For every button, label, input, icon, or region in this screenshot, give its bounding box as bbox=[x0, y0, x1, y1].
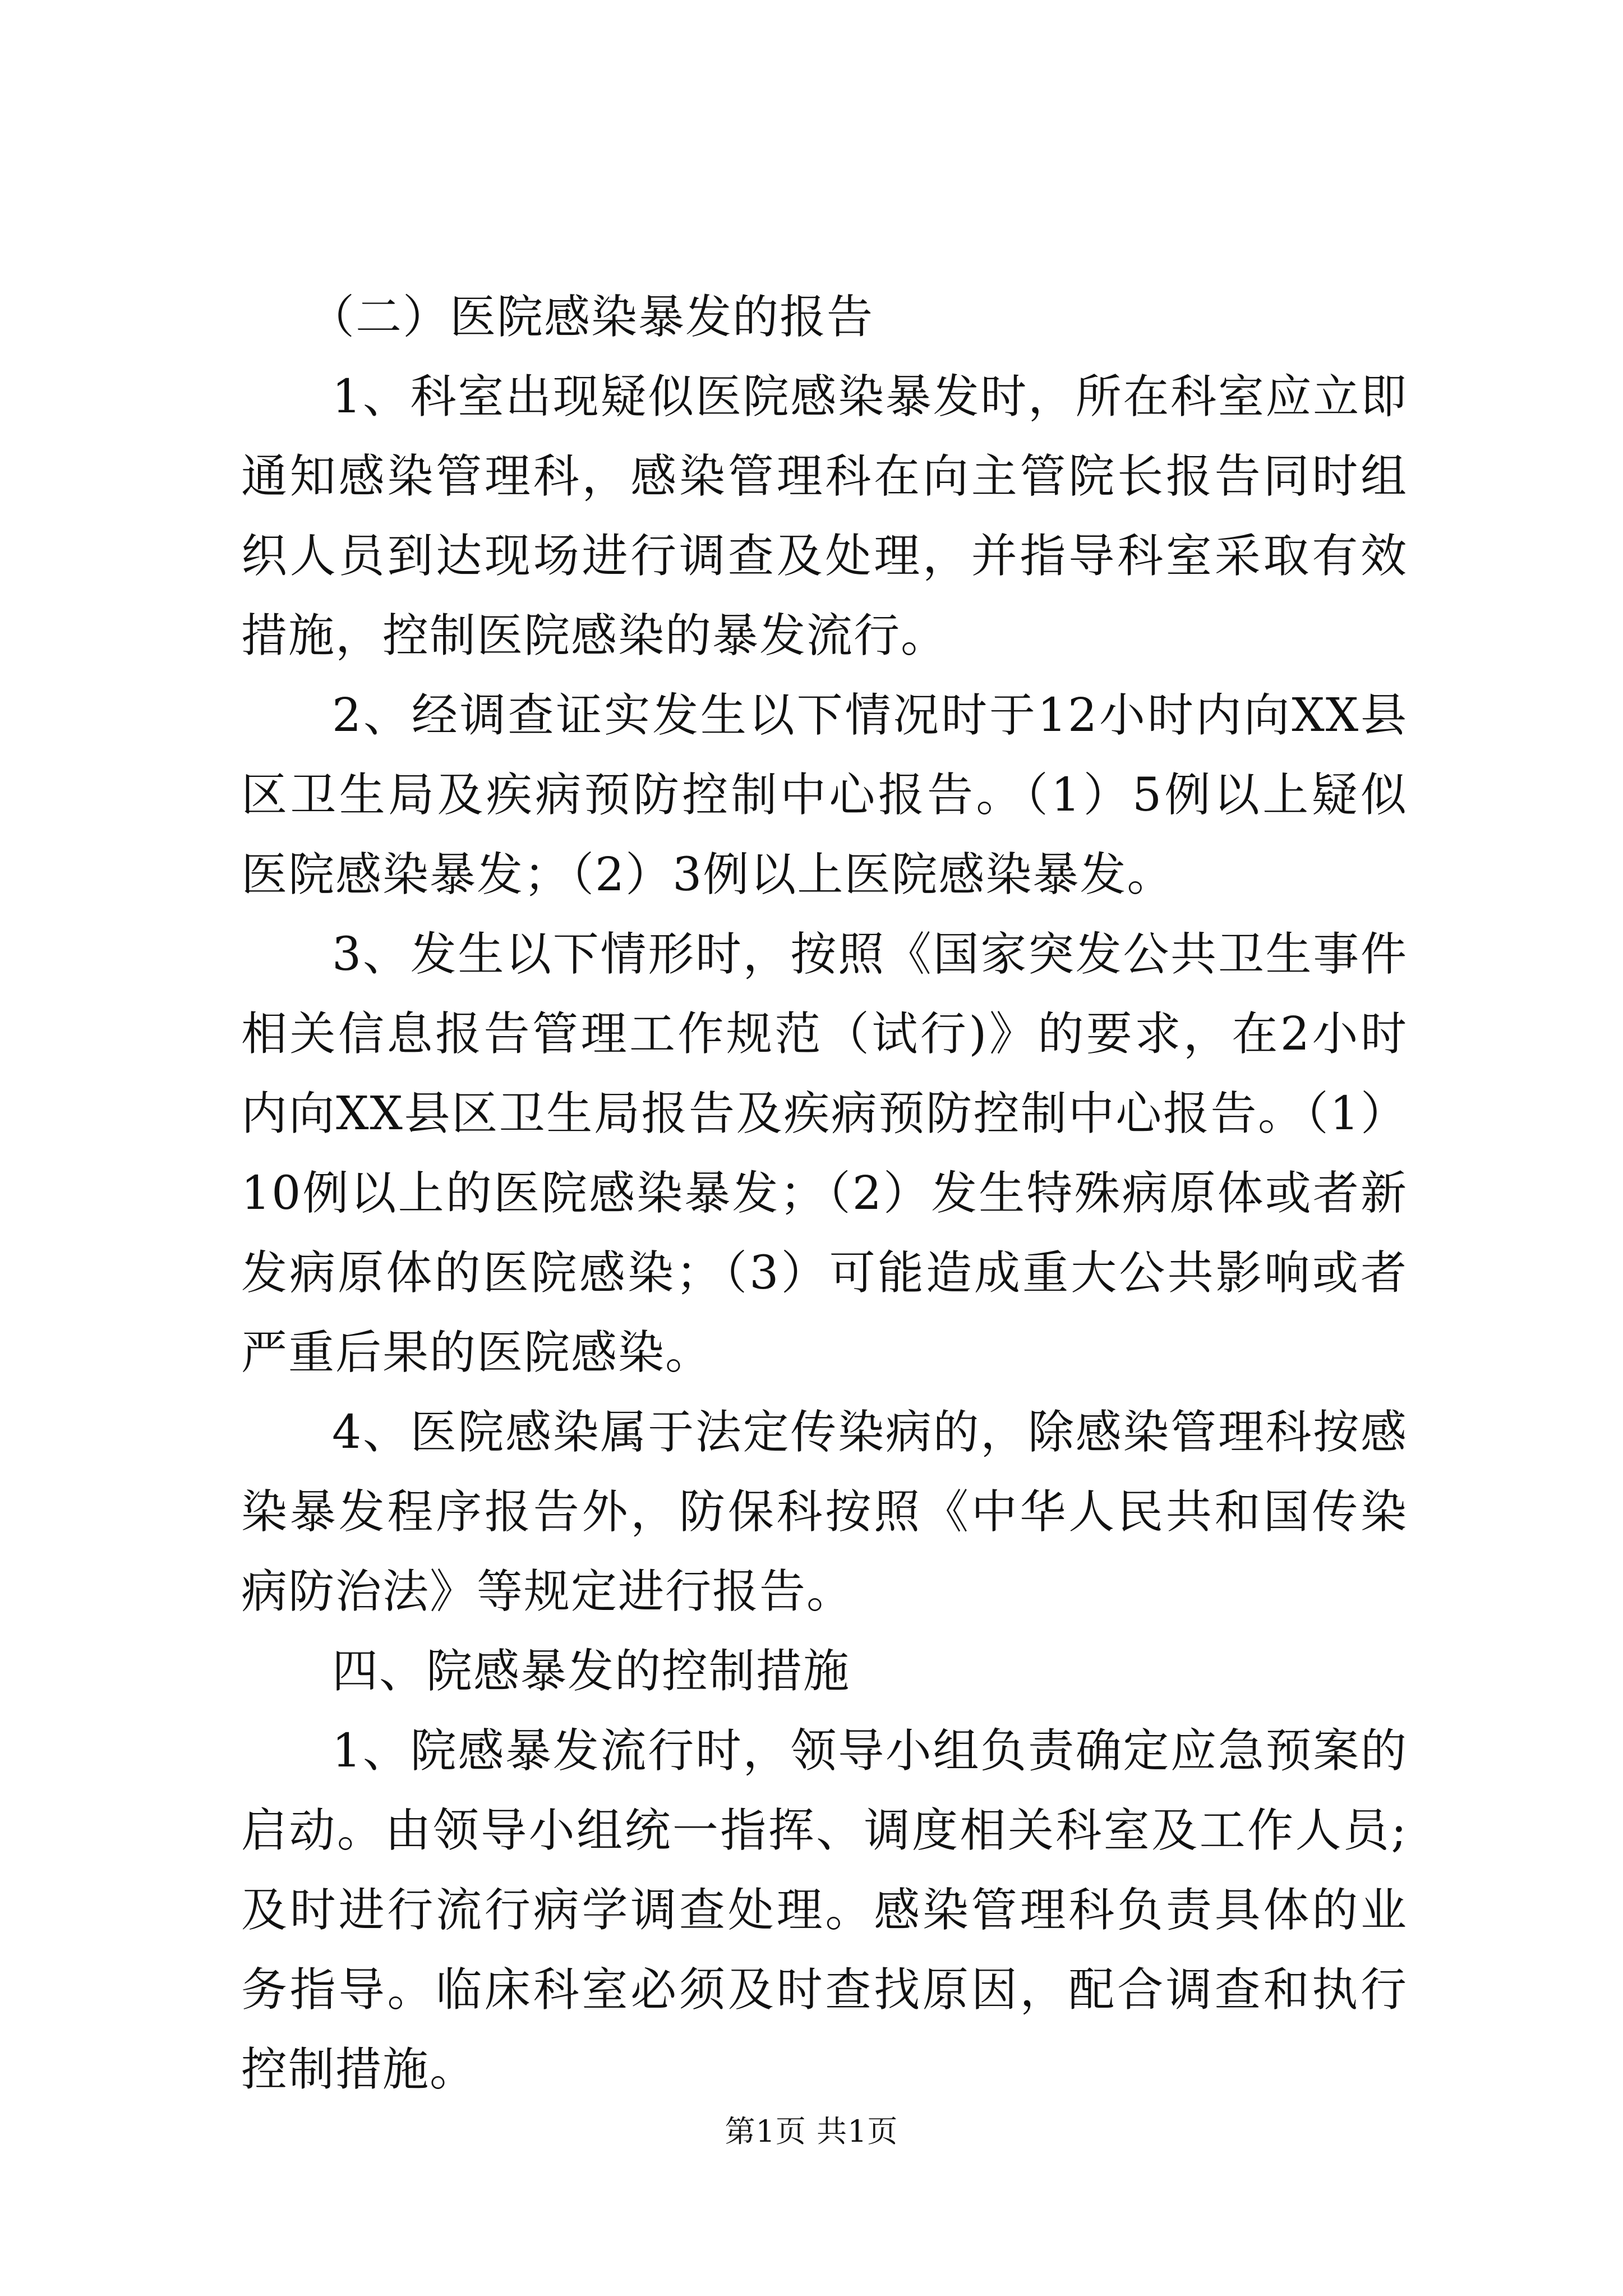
paragraph-item-3: 3、发生以下情形时，按照《国家突发公共卫生事件相关信息报告管理工作规范（试行)》的要求，在2小时内向XX县区卫生局报告及疾病预防控制中心报告。（1）10例以上的医院感染暴发；（2）发生特殊病原体或者新发病原体的医院感染；（3）可能造成重大公共影响或者严重后果的医院感染。 bbox=[241, 928, 1408, 1379]
page-footer: 第1页 共1页 bbox=[725, 2114, 898, 2149]
section-heading-control-measures: 四、院感暴发的控制措施 bbox=[332, 1645, 851, 1698]
paragraph-control-item-1: 1、院感暴发流行时，领导小组负责确定应急预案的启动。由领导小组统一指挥、调度相关科室及工作人员;及时进行流行病学调查处理。感染管理科负责具体的业务指导。临床科室必须及时查找原因，配合调查和执行控制措施。 bbox=[241, 1724, 1408, 2096]
paragraph-item-2: 2、经调查证实发生以下情况时于12小时内向XX县区卫生局及疾病预防控制中心报告。（1）5例以上疑似医院感染暴发；（2）3例以上医院感染暴发。 bbox=[241, 689, 1408, 901]
paragraph-item-1: 1、科室出现疑似医院感染暴发时，所在科室应立即通知感染管理科，感染管理科在向主管院长报告同时组织人员到达现场进行调查及处理，并指导科室采取有效措施，控制医院感染的暴发流行。 bbox=[241, 370, 1408, 662]
document-body bbox=[241, 278, 1408, 2110]
section-heading-outbreak-report: （二）医院感染暴发的报告 bbox=[308, 291, 874, 344]
paragraph-item-4: 4、医院感染属于法定传染病的，除感染管理科按感染暴发程序报告外，防保科按照《中华人民共和国传染病防治法》等规定进行报告。 bbox=[241, 1406, 1408, 1618]
